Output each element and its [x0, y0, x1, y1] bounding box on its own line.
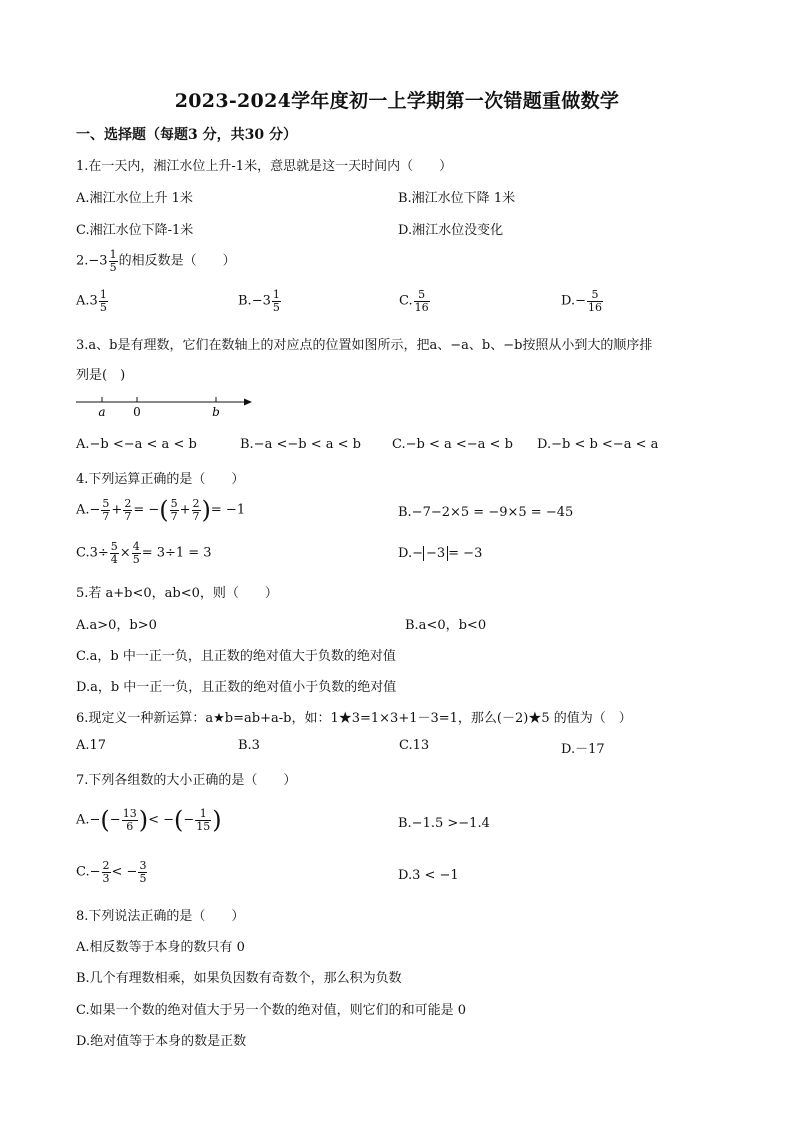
fraction [132, 541, 141, 565]
denominator: 16 [414, 300, 429, 314]
fraction [587, 289, 603, 313]
question-1-option-a: A.湘江水位上升 1米 [76, 191, 193, 206]
question-7-option-d: D.3 < −1 [398, 868, 459, 883]
numerator: 5 [587, 289, 603, 302]
denominator: 7 [102, 509, 110, 523]
question-2-option-d [561, 289, 604, 313]
question-7-stem: 7.下列各组数的大小正确的是（ ） [76, 773, 297, 788]
option-label: D.− [398, 546, 423, 561]
question-8-option-b: B.几个有理数相乘，如果负因数有奇数个，那么积为负数 [76, 971, 402, 986]
denominator: 15 [196, 819, 211, 833]
question-3-option-a: A.−b <−a < a < b [76, 437, 197, 452]
fraction [102, 860, 111, 884]
numerator: 5 [170, 496, 178, 510]
fraction [109, 249, 118, 273]
fraction [110, 541, 119, 565]
label-b: b [212, 405, 220, 419]
mixed-whole: −3 [88, 253, 108, 269]
option-label: D. [561, 293, 576, 309]
question-1-stem: 1.在一天内，湘江水位上升-1米，意思就是这一天时间内（ ） [76, 159, 453, 174]
minus-sign: − [109, 812, 121, 828]
question-4-option-b: B.−7−2×5 = −9×5 = −45 [398, 505, 574, 520]
denominator: 5 [99, 300, 107, 314]
operator: + [179, 502, 191, 518]
question-2-option-c [399, 289, 431, 313]
right-paren: ) [201, 496, 211, 524]
question-5-option-a: A.a>0，b>0 [76, 618, 157, 633]
question-6-stem: 6.现定义一种新运算：a★b=ab+a-b，如：1★3=1×3+1－3=1，那么(－2)★5 的值为（ ） [76, 711, 632, 726]
operator: < − [111, 864, 138, 880]
denominator: 7 [192, 509, 200, 523]
right-paren: ) [212, 806, 222, 834]
arrow-head-icon [244, 399, 252, 406]
option-label: C.3÷ [76, 545, 109, 561]
question-7-option-a [76, 806, 222, 834]
result: = −3 [448, 546, 483, 561]
question-3-option-b: B.−a <−b < a < b [240, 437, 361, 452]
question-number: 2. [76, 253, 89, 269]
option-label: B. [238, 293, 252, 309]
numerator: 1 [99, 288, 107, 301]
fraction [170, 498, 179, 522]
number-line-figure [74, 392, 258, 422]
option-label: A. [76, 293, 90, 309]
fraction [195, 808, 211, 832]
denominator: 5 [109, 260, 117, 274]
question-3-stem-line-1: 3.a、b是有理数，它们在数轴上的对应点的位置如图所示，把a、−a、b、−b按照从小到大的顺序排 [76, 338, 653, 353]
question-2-option-a [76, 289, 109, 313]
operator: + [111, 502, 123, 518]
left-paren: ( [174, 806, 184, 834]
denominator: 5 [272, 300, 280, 314]
question-3-stem-line-2: 列是( ) [76, 368, 126, 383]
mixed-whole: −3 [251, 293, 271, 309]
stem-text: 的相反数是（ ） [118, 253, 236, 269]
minus-sign: − [575, 293, 586, 309]
page-title: 2023-2024学年度初一上学期第一次错题重做数学 [174, 90, 620, 112]
numerator: 13 [122, 806, 137, 820]
numerator: 2 [102, 859, 110, 872]
fraction [123, 498, 132, 522]
question-6-option-a: A.17 [76, 738, 107, 753]
result: = 3÷1 = 3 [141, 545, 212, 561]
operator: < − [148, 812, 174, 828]
question-8-stem: 8.下列说法正确的是（ ） [76, 909, 245, 924]
numerator: 5 [414, 289, 430, 302]
question-6-option-c: C.13 [399, 738, 430, 753]
question-7-option-c [76, 860, 148, 884]
denominator: 5 [132, 552, 140, 566]
question-4-option-c [76, 541, 212, 565]
numerator: 5 [102, 496, 110, 510]
question-5-option-c: C.a，b 中一正一负，且正数的绝对值大于负数的绝对值 [76, 649, 396, 664]
fraction [138, 860, 147, 884]
fraction [122, 808, 138, 832]
denominator: 6 [126, 819, 134, 833]
question-3-option-c: C.−b < a <−a < b [392, 437, 513, 452]
left-paren: ( [159, 496, 169, 524]
left-paren: ( [100, 806, 110, 834]
numerator: 2 [124, 496, 132, 510]
right-paren: ) [138, 806, 149, 834]
question-8-option-a: A.相反数等于本身的数只有 0 [76, 940, 245, 955]
numerator: 4 [132, 540, 140, 553]
question-8-option-c: C.如果一个数的绝对值大于另一个数的绝对值，则它们的和可能是 0 [76, 1003, 467, 1018]
mixed-whole: 3 [89, 293, 98, 309]
question-1-option-b: B.湘江水位下降 1米 [398, 191, 516, 206]
question-6-option-b: B.3 [238, 738, 260, 753]
question-5-stem: 5.若 a+b<0，ab<0，则（ ） [76, 586, 278, 601]
question-3-option-d: D.−b < b <−a < a [537, 437, 659, 452]
option-label: C. [399, 293, 413, 309]
result: = −1 [210, 502, 246, 518]
question-6-option-d: D.－17 [561, 742, 605, 757]
option-label: C.− [76, 864, 101, 880]
numerator: 1 [195, 808, 211, 821]
numerator: 5 [110, 540, 118, 553]
numerator: 3 [139, 859, 147, 872]
fraction [414, 289, 430, 313]
fraction [101, 498, 110, 522]
fraction [272, 289, 281, 313]
question-4-option-d [398, 546, 482, 561]
question-5-option-b: B.a<0，b<0 [405, 618, 487, 633]
operator: × [119, 545, 131, 561]
operator: = − [133, 502, 160, 518]
minus-sign: − [183, 812, 195, 828]
question-8-option-d: D.绝对值等于本身的数是正数 [76, 1034, 247, 1049]
section-heading: 一、选择题（每题3 分，共30 分） [76, 127, 297, 143]
question-4-stem: 4.下列运算正确的是（ ） [76, 472, 245, 487]
numerator: 1 [109, 248, 117, 261]
question-4-option-a [76, 496, 245, 524]
question-2-option-b [238, 289, 282, 313]
numerator: 2 [192, 496, 200, 510]
absolute-value: −3 [423, 546, 448, 561]
question-2-stem [76, 249, 236, 273]
fraction [99, 289, 108, 313]
option-label: A.− [76, 812, 101, 828]
question-1-option-c: C.湘江水位下降-1米 [76, 223, 194, 238]
fraction [192, 498, 201, 522]
denominator: 7 [124, 509, 132, 523]
question-1-option-d: D.湘江水位没变化 [398, 223, 504, 238]
option-label: A.− [76, 502, 101, 518]
denominator: 5 [139, 871, 147, 885]
denominator: 4 [110, 552, 118, 566]
denominator: 7 [170, 509, 178, 523]
denominator: 3 [102, 871, 110, 885]
label-a: a [98, 405, 106, 419]
question-7-option-b: B.−1.5 >−1.4 [398, 816, 490, 831]
question-5-option-d: D.a，b 中一正一负，且正数的绝对值小于负数的绝对值 [76, 680, 397, 695]
label-zero: 0 [133, 405, 141, 419]
denominator: 16 [588, 300, 602, 314]
numerator: 1 [272, 288, 280, 301]
